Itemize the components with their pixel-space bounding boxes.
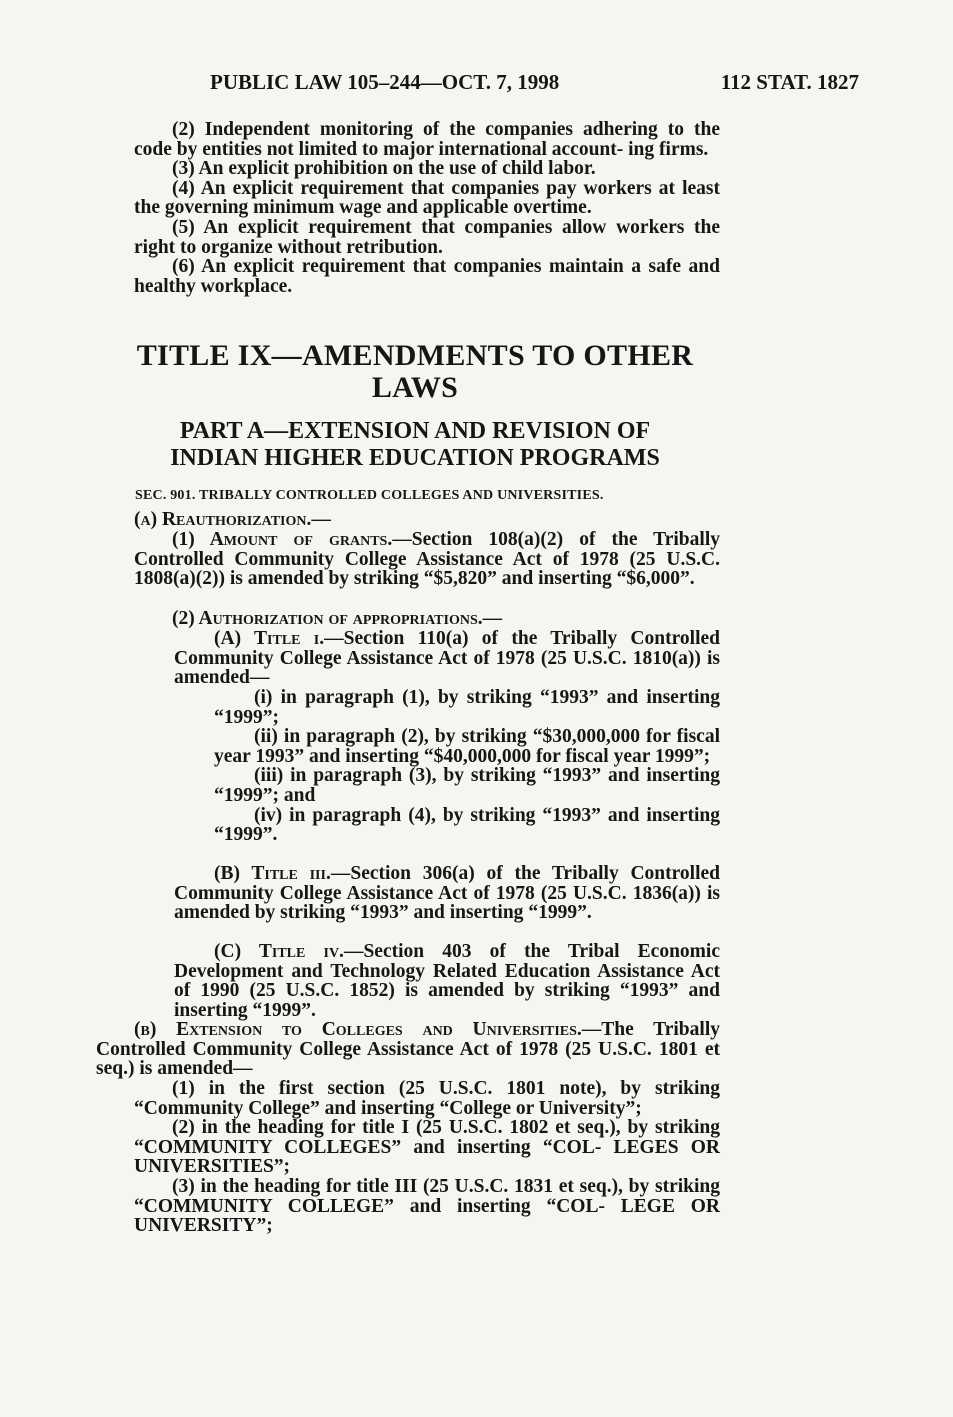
item-b3: (3) in the heading for title III (25 U.S.C. 1831 et seq.), by striking “COMMUNITY COLLEGE” and inserting “COL- LEGE OR UNIVERSITY”; [134,1175,721,1237]
clauses-A [214,688,720,845]
section-heading: SEC. 901. TRIBALLY CONTROLLED COLLEGES AND UNIVERSITIES. [135,488,604,503]
title-line-1: TITLE IX—AMENDMENTS TO OTHER [136,339,694,372]
part-line-2: INDIAN HIGHER EDUCATION PROGRAMS [170,445,660,471]
item-3: (3) An explicit prohibition on the use of child labor. [172,158,596,180]
subsection-b: (b) Extension to Colleges and Universities.—The Tribally Controlled Community College Assistance Act of 1978 (25 U.S.C. 1801 et seq.) is amended— [96,1019,721,1080]
clause-iv: (iv) in paragraph (4), by striking “1993” and inserting “1999”. [214,804,720,846]
item-4: (4) An explicit requirement that companies pay workers at least the governing minimum wage and applicable overtime. [134,177,720,219]
subparagraph-B: (B) Title iii.—Section 306(a) of the Tribally Controlled Community College Assistance Act of 1978 (25 U.S.C. 1836(a)) is amended by striking “1993” and inserting “1999”. [174,863,721,924]
subsection-a-heading: (a) Reauthorization.— [134,509,331,530]
title-line-2: LAWS [371,371,459,404]
header-law-date: PUBLIC LAW 105–244—OCT. 7, 1998 [210,70,560,94]
item-b2: (2) in the heading for title I (25 U.S.C. 1802 et seq.), by striking “COMMUNITY COLLEGES” and inserting “COL- LEGES OR UNIVERSITIES”; [134,1117,720,1178]
subsection-b-items [134,1079,720,1236]
item-5: (5) An explicit requirement that companies allow workers the right to organize without retribution. [134,216,721,258]
subparagraph-C: (C) Title iv.—Section 403 of the Tribal Economic Development and Technology Related Education Assistance Act of 1990 (25 U.S.C. 1852) is amended by striking “1993” and inserting “1999”. [174,941,720,1021]
header-stat-page: 112 STAT. 1827 [720,70,859,94]
title-heading [120,340,710,404]
code-requirements-list [134,120,720,296]
item-6: (6) An explicit requirement that companies maintain a safe and healthy workplace. [134,256,720,297]
paragraph-a1: (1) Amount of grants.—Section 108(a)(2) of the Tribally Controlled Community College Assistance Act of 1978 (25 U.S.C. 1808(a)(2)) is amended by striking “$5,820” and inserting “$6,000”. [134,529,720,590]
subparagraph-A: (A) Title i.—Section 110(a) of the Tribally Controlled Community College Assistance Act of 1978 (25 U.S.C. 1810(a)) is amended— [174,628,721,689]
part-heading [120,418,710,472]
clause-i: (i) in paragraph (1), by striking “1993” and inserting “1999”; [214,687,720,728]
clause-ii: (ii) in paragraph (2), by striking “$30,000,000 for fiscal year 1993” and inserting “$40,000,000 for fiscal year 1999”; [214,726,720,767]
paragraph-a2-heading: (2) Authorization of appropriations.— [172,608,503,629]
item-2: (2) Independent monitoring of the companies adhering to the code by entities not limited to major international account- ing firms. [134,119,720,160]
part-line-1: PART A—EXTENSION AND REVISION OF [179,418,651,444]
subsection-a [134,510,720,530]
item-b1: (1) in the first section (25 U.S.C. 1801 note), by striking “Community College” and inserting “College or University”; [134,1078,720,1119]
clause-iii: (iii) in paragraph (3), by striking “1993” and inserting “1999”; and [214,765,721,806]
